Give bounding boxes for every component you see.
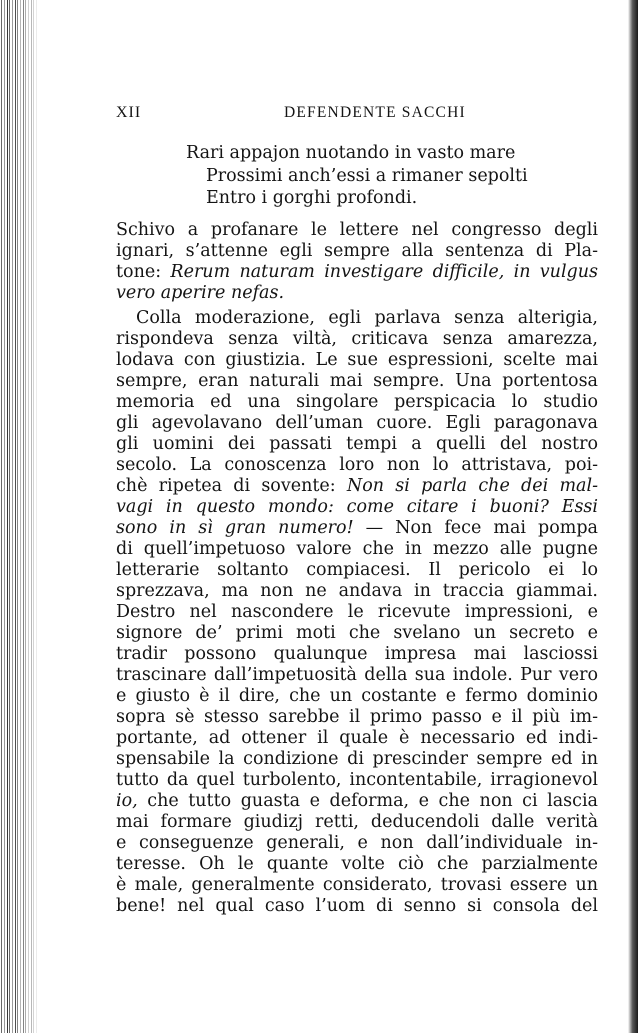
text-line: tutto da quel turbolento, incontentabile, irragionevol <box>116 770 598 790</box>
paragraph-moderation <box>116 308 598 917</box>
text-line: rispondeva senza viltà, criticava senza amarezza, <box>116 329 598 349</box>
text-line: e giusto è il dire, che un costante e fermo dominio <box>116 686 598 706</box>
text-line: spensabile la condizione di prescinder sempre ed in <box>116 749 598 769</box>
text-line: portante, ad ottener il quale è necessario ed indi- <box>116 728 598 748</box>
text-line: signore de’ primi moti che svelano un secreto e <box>116 623 598 643</box>
text-line <box>116 262 598 283</box>
text-line: gli uomini dei passati tempi a quelli del nostro <box>116 434 598 454</box>
page-number: XII <box>116 104 142 121</box>
text-line: sopra sè stesso sarebbe il primo passo e il più im- <box>116 707 598 727</box>
page-edge-shadow <box>628 0 638 1033</box>
italic-word: io, <box>116 791 138 811</box>
verse-line: Prossimi anch’essi a rimaner sepolti <box>206 165 528 186</box>
text-line <box>116 476 598 497</box>
text-line: Schivo a profanare le lettere nel congresso degli <box>116 220 598 240</box>
body-text <box>116 220 598 917</box>
verse-line: Entro i gorghi profondi. <box>206 188 418 208</box>
italic-quote: sono in sì gran numero! <box>116 518 354 538</box>
binding-edge <box>0 0 38 1033</box>
latin-quote: vero aperire nefas. <box>116 283 285 303</box>
text-line: è male, generalmente considerato, trovasi essere un <box>116 875 598 895</box>
text-line: sprezzava, ma non ne andava in traccia giammai. <box>116 581 598 601</box>
text-line <box>116 518 598 539</box>
running-title: DEFENDENTE SACCHI <box>284 104 466 121</box>
text-line: letterarie soltanto compiacesi. Il pericolo ei lo <box>116 560 598 580</box>
text-line: vagi in questo mondo: come citare i buoni? Essi <box>116 497 598 517</box>
text-line <box>116 283 598 304</box>
text-line: tradir possono qualunque impresa mai lasciossi <box>116 644 598 664</box>
verse-quotation <box>186 142 586 210</box>
text-line: bene! nel qual caso l’uom di senno si consola del <box>116 896 598 916</box>
text-line: memoria ed una singolare perspicacia lo studio <box>116 392 598 412</box>
paragraph-plato <box>116 220 598 304</box>
text-line: mai formare giudizj retti, deducendoli dalle verità <box>116 812 598 832</box>
text-line: di quell’impetuoso valore che in mezzo alle pugne <box>116 539 598 559</box>
text-line: Colla moderazione, egli parlava senza alterigia, <box>136 308 598 328</box>
latin-quote: Rerum naturam investigare difficile, in vulgus <box>170 262 598 282</box>
text-line: gli agevolavano dell’uman cuore. Egli paragonava <box>116 413 598 433</box>
text-run: che tutto guasta e deforma, e che non ci lascia <box>137 791 598 811</box>
text-line: e conseguenze generali, e non dall’individuale in- <box>116 833 598 853</box>
text-line: Destro nel nascondere le ricevute impressioni, e <box>116 602 598 622</box>
text-line: ignari, s’attenne egli sempre alla sentenza di Pla- <box>116 241 598 261</box>
text-run: — Non fece mai pompa <box>353 518 598 538</box>
text-run: tone: <box>116 262 171 282</box>
text-run: chè ripetea di sovente: <box>116 476 347 496</box>
text-line <box>116 791 598 812</box>
text-line: trascinare dall’impetuosità della sua indole. Pur vero <box>116 665 598 685</box>
running-head <box>116 104 596 128</box>
verse-line: Rari appajon nuotando in vasto mare <box>186 143 516 163</box>
italic-quote: Non si parla che dei mal- <box>346 476 598 496</box>
text-line: teresse. Oh le quante volte ciò che parzialmente <box>116 854 598 874</box>
text-line: secolo. La conoscenza loro non lo attristava, poi- <box>116 455 598 475</box>
text-line: sempre, eran naturali mai sempre. Una portentosa <box>116 371 598 391</box>
text-line: lodava con giustizia. Le sue espressioni, scelte mai <box>116 350 598 370</box>
